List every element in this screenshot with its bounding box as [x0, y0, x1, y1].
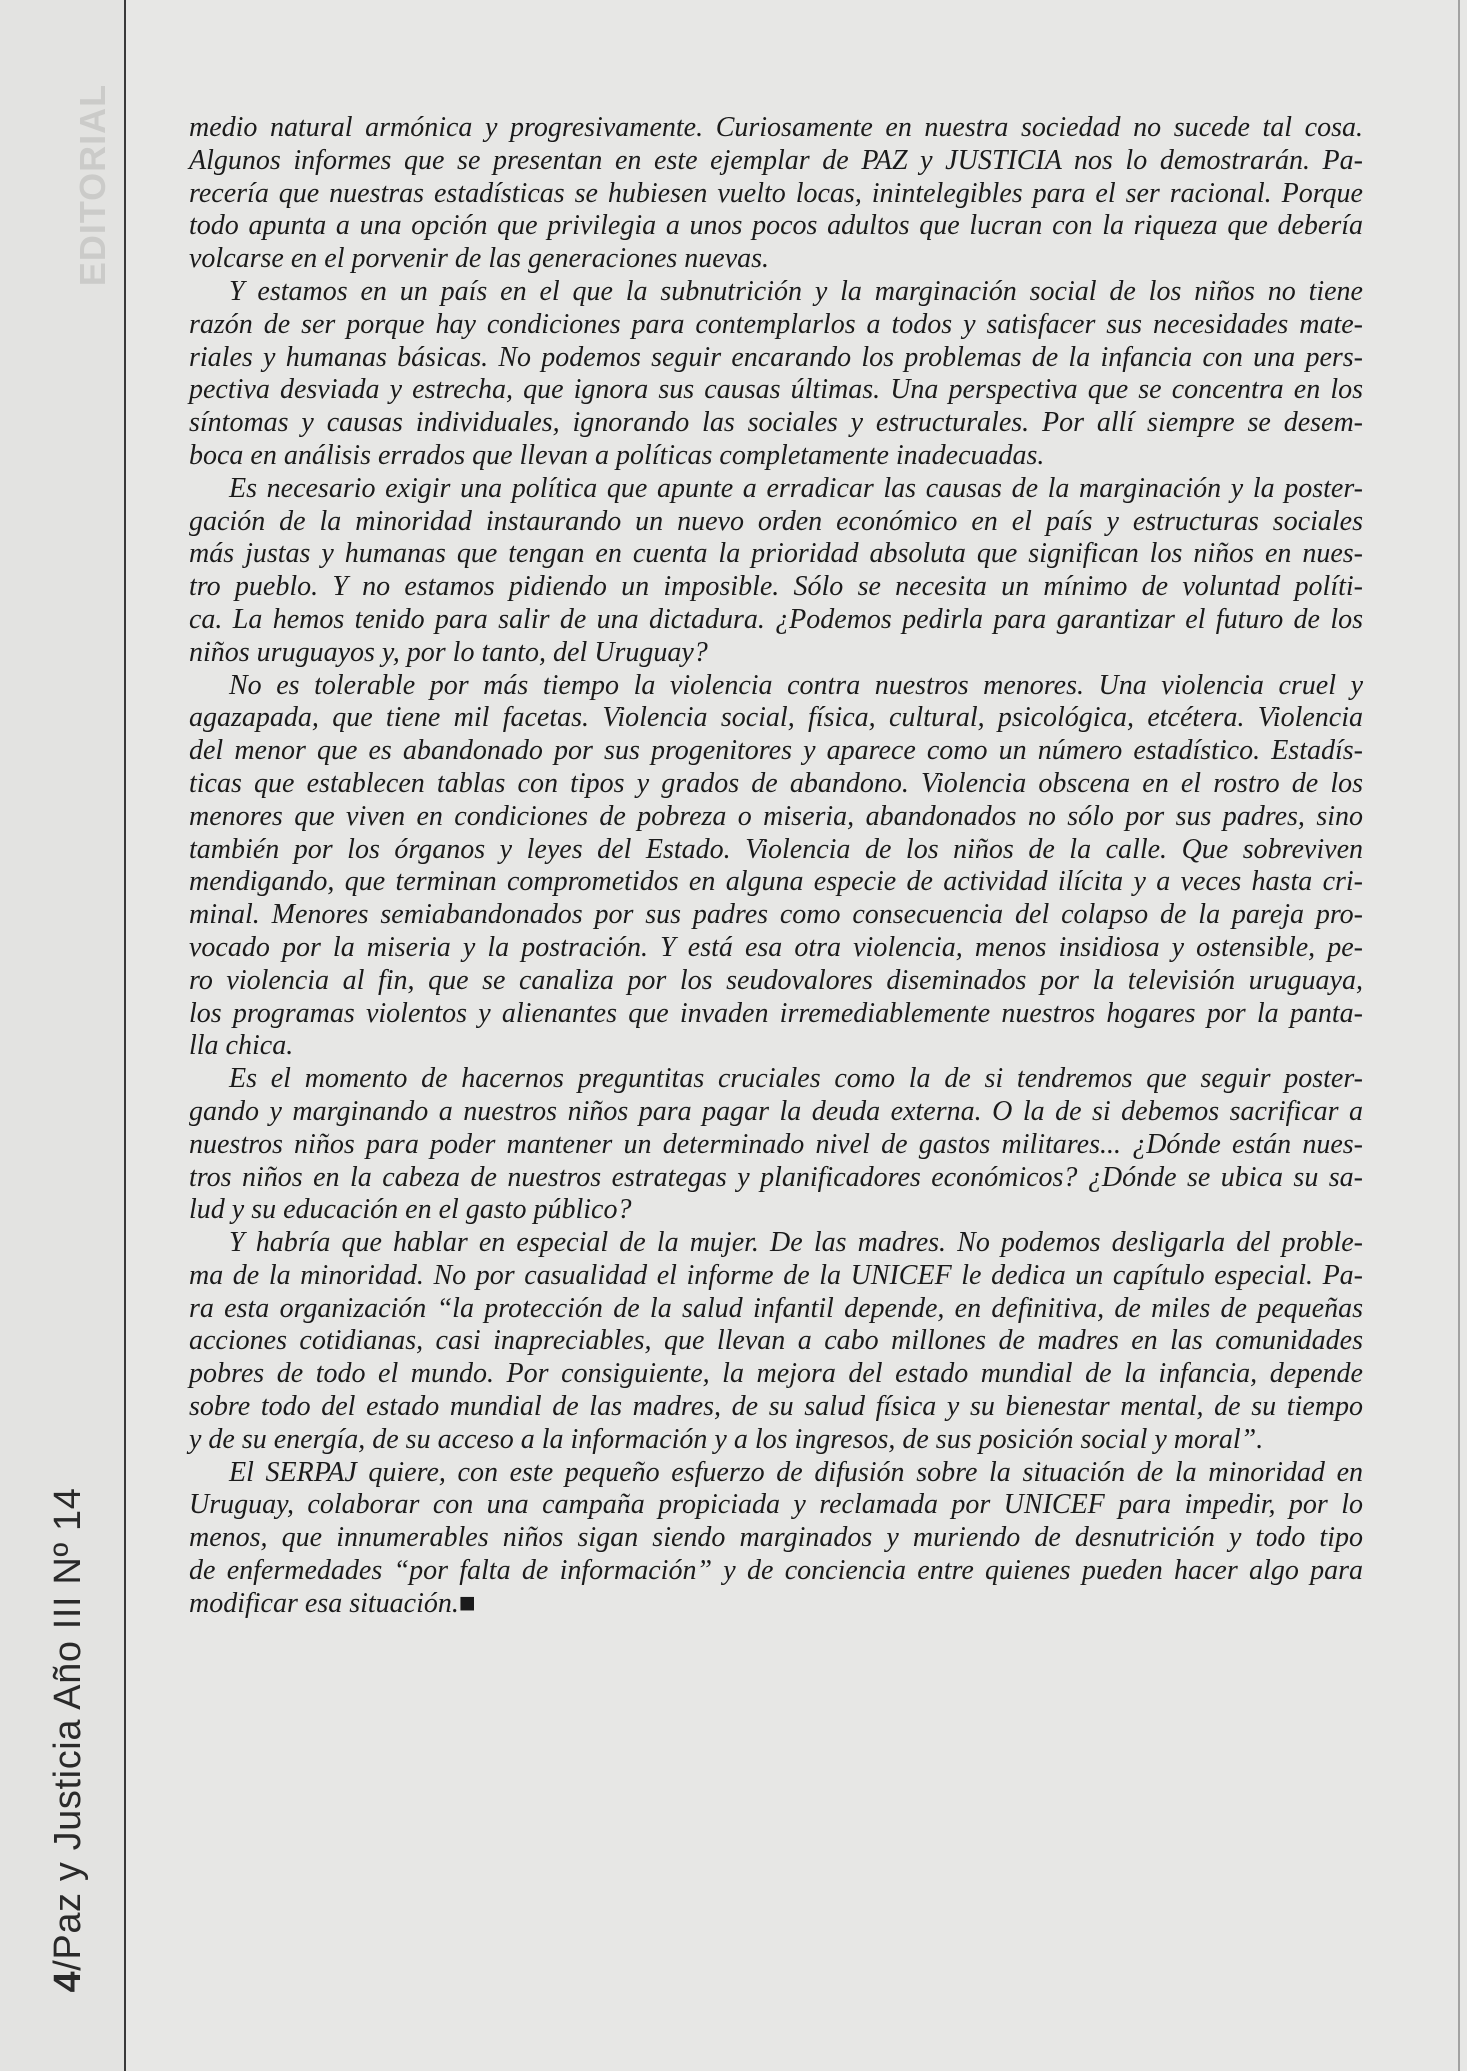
text-line: ma de la minoridad. No por casualidad el informe de la UNICEF le dedica un capítulo especial. Pa- [189, 1259, 1363, 1291]
text-line: menos, que innumerables niños sigan siendo marginados y muriendo de desnutrición y todo tipo [189, 1522, 1363, 1554]
text-line: riales y humanas básicas. No podemos seguir encarando los problemas de la infancia con una pers- [189, 341, 1363, 373]
text-line: lud y su educación en el gasto público? [189, 1194, 632, 1226]
text-line: Es necesario exigir una política que apunte a erradicar las causas de la marginación y la poster- [229, 472, 1363, 504]
paragraph [189, 112, 1363, 276]
text-line: pectiva desviada y estrecha, que ignora sus causas últimas. Una perspectiva que se concentra en los [189, 374, 1363, 406]
text-line: todo apunta a una opción que privilegia a unos pocos adultos que lucran con la riqueza que debería [189, 210, 1363, 242]
page-edge [1458, 0, 1460, 2071]
text-line: ra esta organización “la protección de la salud infantil depende, en definitiva, de miles de pequeñas [189, 1292, 1363, 1324]
text-line: pobres de todo el mundo. Por consiguiente, la mejora del estado mundial de la infancia, depende [189, 1358, 1363, 1390]
text-line: modificar esa situación.■ [189, 1587, 476, 1619]
text-line: Uruguay, colaborar con una campaña propiciada y reclamada por UNICEF para impedir, por lo [189, 1489, 1363, 1521]
paragraph [189, 1227, 1363, 1457]
text-line: síntomas y causas individuales, ignorando las sociales y estructurales. Por allí siempre se desem- [189, 407, 1363, 439]
text-line: ca. La hemos tenido para salir de una dictadura. ¿Podemos pedirla para garantizar el futuro de los [189, 603, 1363, 635]
text-line: razón de ser porque hay condiciones para contemplarlos a todos y satisfacer sus necesidades mate- [189, 308, 1363, 340]
text-line: Es el momento de hacernos preguntitas cruciales como la de si tendremos que seguir poster- [229, 1063, 1363, 1095]
paragraph [189, 276, 1363, 473]
text-line: del menor que es abandonado por sus progenitores y aparece como un número estadístico. Estadís- [189, 735, 1363, 767]
folio [46, 1475, 90, 2005]
text-line: más justas y humanas que tengan en cuenta la prioridad absoluta que significan los niños en nues- [189, 538, 1363, 570]
text-line: niños uruguayos y, por lo tanto, del Uruguay? [189, 636, 708, 668]
text-line: y de su energía, de su acceso a la información y a los ingresos, de sus posición social y moral”. [189, 1423, 1264, 1455]
text-line: No es tolerable por más tiempo la violencia contra nuestros menores. Una violencia cruel y [229, 669, 1363, 701]
text-line: boca en análisis errados que llevan a políticas completamente inadecuadas. [189, 439, 1045, 471]
text-line: volcarse en el porvenir de las generaciones nuevas. [189, 243, 770, 275]
text-line: vocado por la miseria y la postración. Y está esa otra violencia, menos insidiosa y ostensible, pe- [189, 931, 1363, 963]
text-line: tro pueblo. Y no estamos pidiendo un imposible. Sólo se necesita un mínimo de voluntad políti- [189, 571, 1363, 603]
text-line: sobre todo del estado mundial de las madres, de su salud física y su bienestar mental, de su tiempo [189, 1391, 1363, 1423]
text-line: medio natural armónica y progresivamente. Curiosamente en nuestra sociedad no sucede tal cosa. [189, 112, 1363, 143]
section-label: EDITORIAL [72, 83, 113, 287]
paragraph [189, 1457, 1363, 1621]
text-line: ticas que establecen tablas con tipos y grados de abandono. Violencia obscena en el rostro de los [189, 767, 1363, 799]
text-line: El SERPAJ quiere, con este pequeño esfuerzo de difusión sobre la situación de la minoridad en [229, 1456, 1363, 1488]
text-line: de enfermedades “por falta de información” y de conciencia entre quienes pueden hacer algo para [189, 1555, 1363, 1587]
paragraph [189, 1063, 1363, 1227]
text-line: tros niños en la cabeza de nuestros estrategas y planificadores económicos? ¿Dónde se ubica su sa- [189, 1161, 1363, 1193]
margin-rule [124, 0, 126, 2071]
text-line: los programas violentos y alienantes que invaden irremediablemente nuestros hogares por la panta- [189, 997, 1363, 1029]
text-line: nuestros niños para poder mantener un determinado nivel de gastos militares... ¿Dónde están nues- [189, 1128, 1363, 1160]
text-line: Y habría que hablar en especial de la mujer. De las madres. No podemos desligarla del proble- [229, 1227, 1363, 1259]
text-line: recería que nuestras estadísticas se hubiesen vuelto locas, inintelegibles para el ser racional. Porque [189, 177, 1363, 209]
text-line: minal. Menores semiabandonados por sus padres como consecuencia del colapso de la pareja pro- [189, 899, 1363, 931]
text-line: acciones cotidianas, casi inapreciables, que llevan a cabo millones de madres en las comunidades [189, 1325, 1363, 1357]
text-line: Algunos informes que se presentan en este ejemplar de PAZ y JUSTICIA nos lo demostrarán. Pa- [189, 144, 1363, 176]
text-line: agazapada, que tiene mil facetas. Violencia social, física, cultural, psicológica, etcétera. Violencia [189, 702, 1363, 734]
text-line: Y estamos en un país en el que la subnutrición y la marginación social de los niños no tiene [229, 275, 1363, 307]
editorial-article [189, 112, 1363, 1621]
text-line: ro violencia al fin, que se canaliza por los seudovalores diseminados por la televisión uruguaya, [189, 964, 1363, 996]
paragraph [189, 670, 1363, 1064]
folio-title: /Paz y Justicia Año III Nº 14 [47, 1487, 89, 1971]
page-number: 4 [47, 1970, 89, 1993]
text-line: también por los órganos y leyes del Estado. Violencia de los niños de la calle. Que sobreviven [189, 833, 1363, 865]
text-line: menores que viven en condiciones de pobreza o miseria, abandonados no sólo por sus padres, sino [189, 800, 1363, 832]
text-line: lla chica. [189, 1030, 294, 1062]
text-line: mendigando, que terminan comprometidos en alguna especie de actividad ilícita y a veces hasta cri- [189, 866, 1363, 898]
paragraph [189, 473, 1363, 670]
text-line: gación de la minoridad instaurando un nuevo orden económico en el país y estructuras sociales [189, 505, 1363, 537]
text-line: gando y marginando a nuestros niños para pagar la deuda externa. O la de si debemos sacrificar a [189, 1095, 1363, 1127]
